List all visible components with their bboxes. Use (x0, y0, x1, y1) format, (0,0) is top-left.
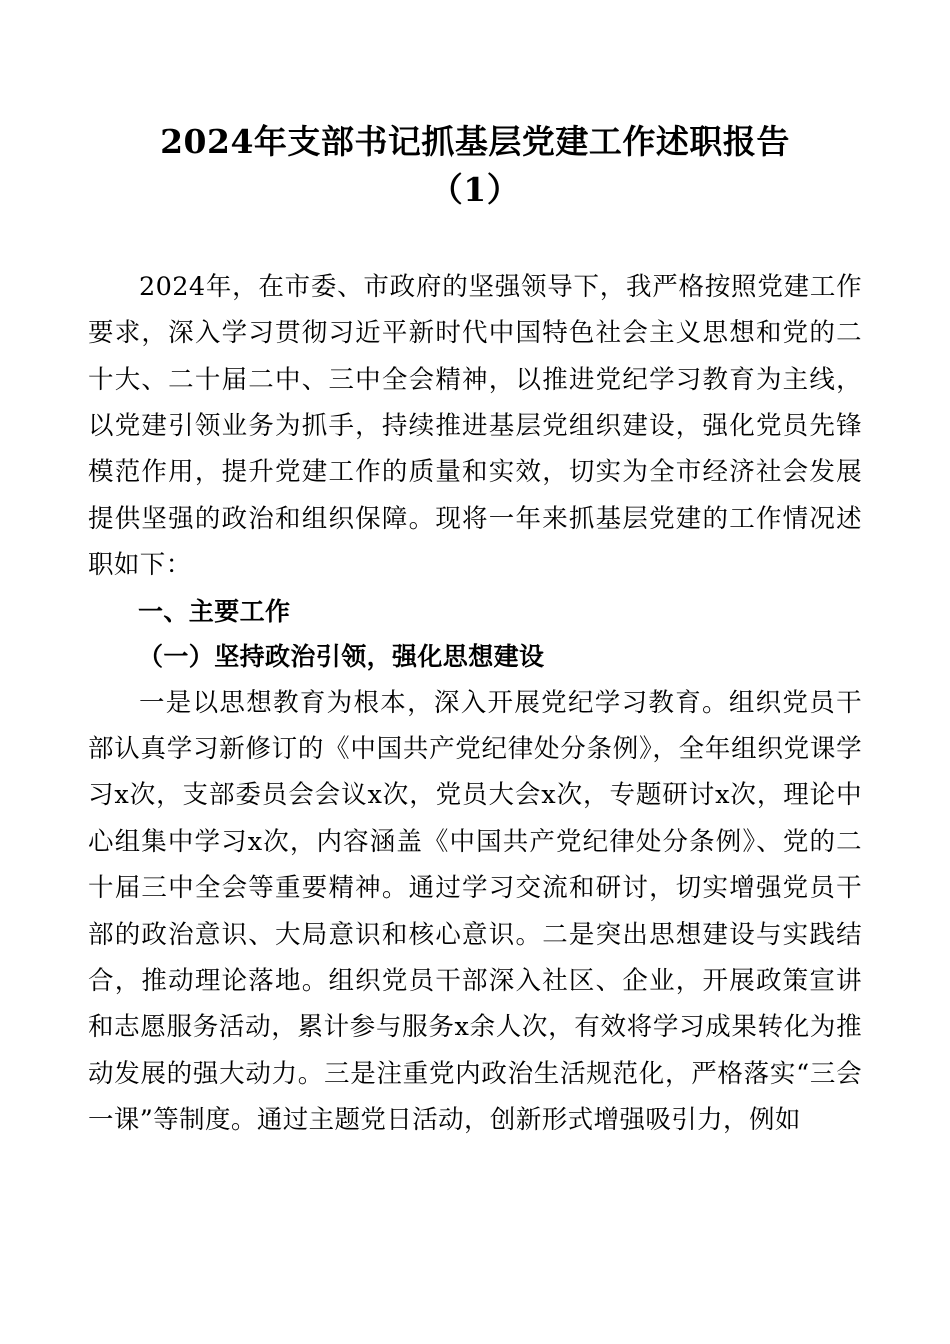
page-title (88, 118, 862, 214)
title-line-1: 2024年支部书记抓基层党建工作述职报告 (160, 122, 790, 161)
paragraph-political-guidance-body: 一是以思想教育为根本，深入开展党纪学习教育。组织党员干部认真学习新修订的《中国共产党纪律处分条例》，全年组织党课学习x次，支部委员会会议x次，党员大会x次，专题研讨x次，理论中心组集中学习x次，内容涵盖《中国共产党纪律处分条例》、党的二十届三中全会等重要精神。通过学习交流和研讨，切实增强党员干部的政治意识、大局意识和核心意识。二是突出思想建设与实践结合，推动理论落地。组织党员干部深入社区、企业，开展政策宣讲和志愿服务活动，累计参与服务x余人次，有效将学习成果转化为推动发展的强大动力。三是注重党内政治生活规范化，严格落实“三会一课”等制度。通过主题党日活动，创新形式增强吸引力，例如 (88, 687, 862, 1136)
document-body (88, 264, 862, 1144)
paragraph-intro: 2024年，在市委、市政府的坚强领导下，我严格按照党建工作要求，深入学习贯彻习近平新时代中国特色社会主义思想和党的二十大、二十届二中、三中全会精神，以推进党纪学习教育为主线，以党建引领业务为抓手，持续推进基层党组织建设，强化党员先锋模范作用，提升党建工作的质量和实效，切实为全市经济社会发展提供坚强的政治和组织保障。现将一年来抓基层党建的工作情况述职如下： (88, 271, 862, 581)
title-line-2: （1） (429, 169, 521, 209)
subsection-heading-political-guidance: （一）坚持政治引领，强化思想建设 (138, 642, 545, 672)
section-heading-main-work: 一、主要工作 (138, 596, 291, 626)
